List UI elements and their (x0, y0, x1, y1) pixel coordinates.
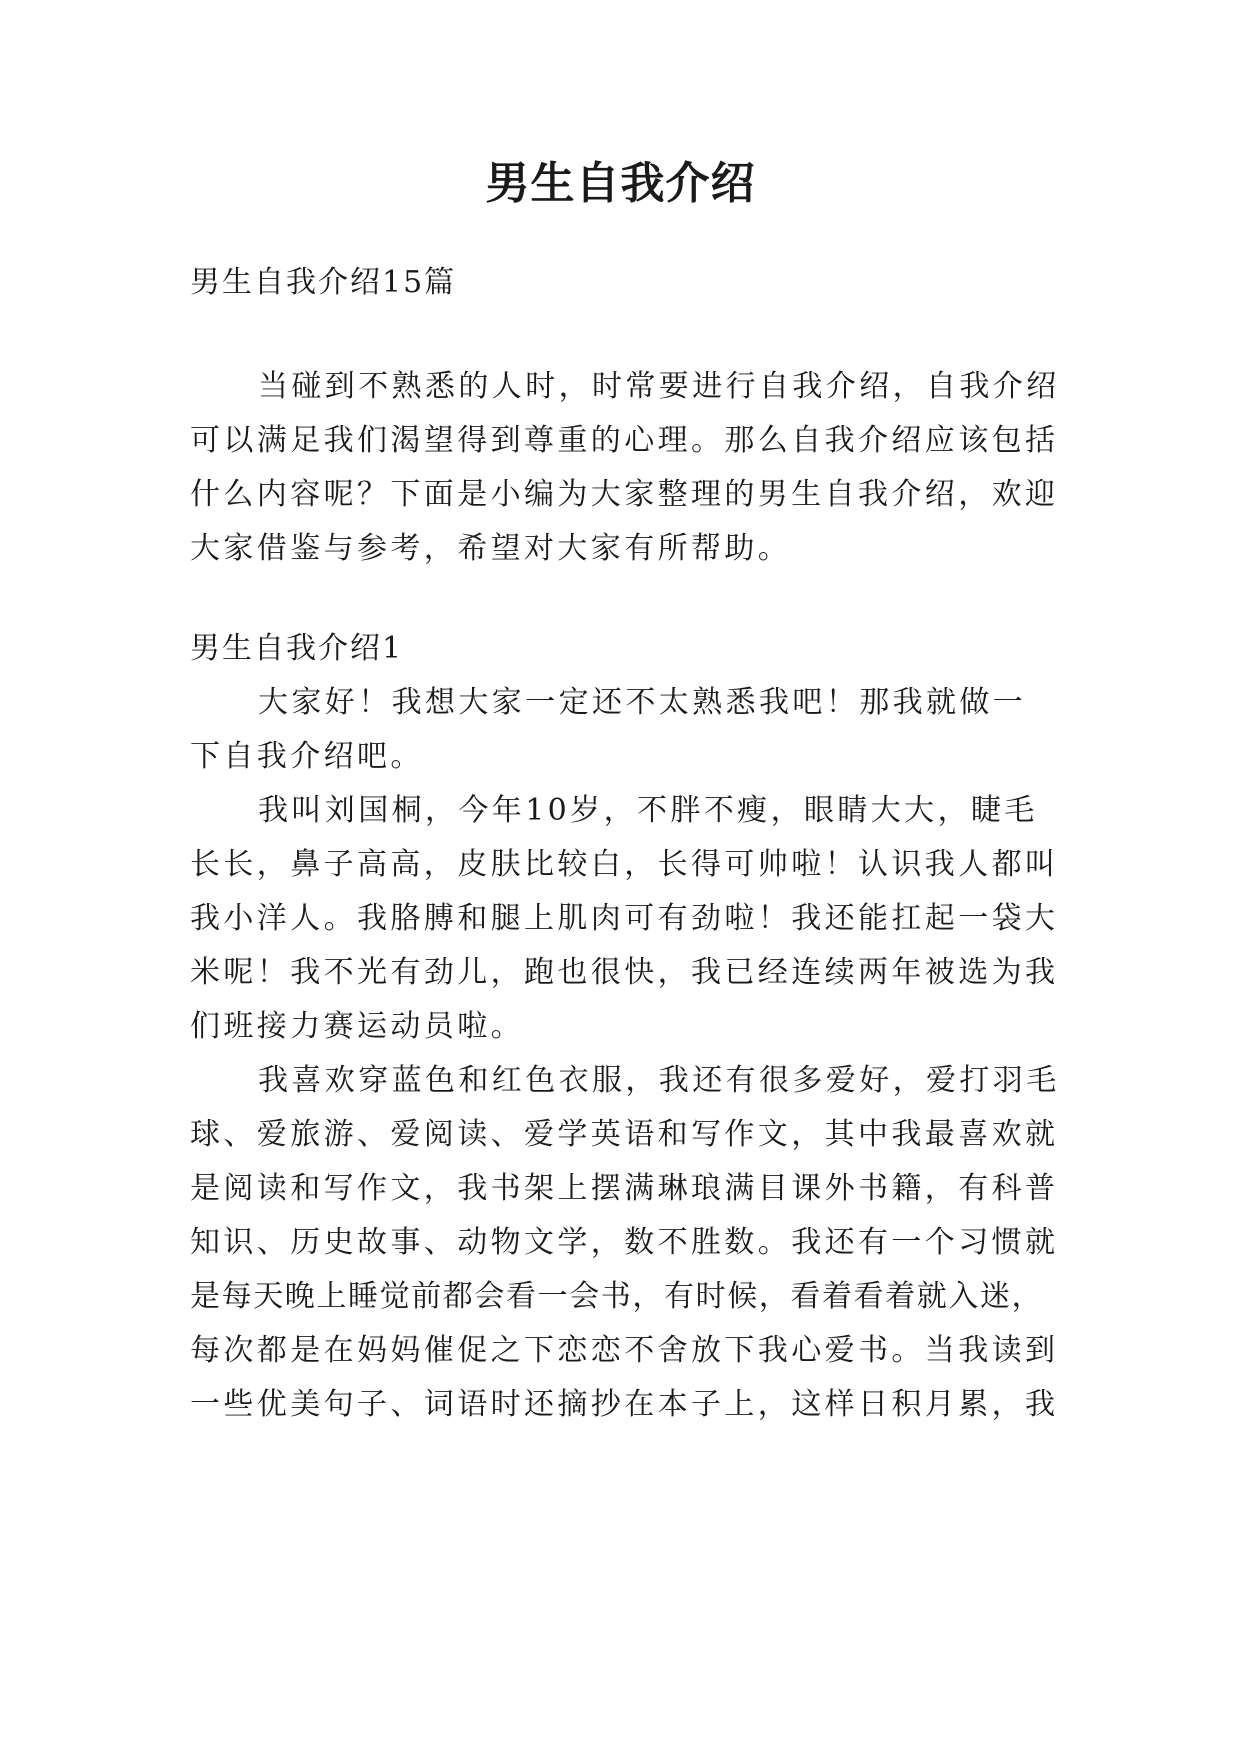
intro-line: 大家借鉴与参考，希望对大家有所帮助。 (190, 531, 792, 566)
paragraph-line: 每次都是在妈妈催促之下恋恋不舍放下我心爱书。当我读到 (190, 1333, 1059, 1368)
paragraph-line: 米呢！我不光有劲儿，跑也很快，我已经连续两年被选为我 (190, 955, 1059, 990)
paragraph-line: 们班接力赛运动员啦。 (190, 1009, 524, 1044)
paragraph-line: 我叫刘国桐，今年10岁，不胖不瘦，眼睛大大，睫毛 (258, 793, 1038, 828)
paragraph-line: 我小洋人。我胳膊和腿上肌肉可有劲啦！我还能扛起一袋大 (190, 901, 1059, 936)
paragraph-line: 是每天晚上睡觉前都会看一会书，有时候，看着看着就入迷， (190, 1279, 1044, 1314)
paragraph-line: 长长，鼻子高高，皮肤比较白，长得可帅啦！认识我人都叫 (190, 847, 1059, 882)
document-title: 男生自我介绍 (485, 158, 756, 209)
section-heading: 男生自我介绍1 (190, 631, 404, 666)
document-subtitle: 男生自我介绍15篇 (190, 265, 457, 300)
paragraph-line: 是阅读和写作文，我书架上摆满琳琅满目课外书籍，有科普 (190, 1171, 1059, 1206)
intro-line: 可以满足我们渴望得到尊重的心理。那么自我介绍应该包括 (190, 423, 1059, 458)
intro-line: 什么内容呢？下面是小编为大家整理的男生自我介绍，欢迎 (190, 477, 1059, 512)
paragraph-line: 大家好！我想大家一定还不太熟悉我吧！那我就做一 (258, 685, 1027, 720)
paragraph-line: 一些优美句子、词语时还摘抄在本子上，这样日积月累，我 (190, 1387, 1059, 1422)
paragraph-line: 球、爱旅游、爱阅读、爱学英语和写作文，其中我最喜欢就 (190, 1117, 1059, 1152)
paragraph-line: 下自我介绍吧。 (190, 739, 424, 774)
paragraph-line: 我喜欢穿蓝色和红色衣服，我还有很多爱好，爱打羽毛 (258, 1063, 1060, 1098)
intro-line: 当碰到不熟悉的人时，时常要进行自我介绍，自我介绍 (258, 369, 1060, 404)
paragraph-line: 知识、历史故事、动物文学，数不胜数。我还有一个习惯就 (190, 1225, 1059, 1260)
